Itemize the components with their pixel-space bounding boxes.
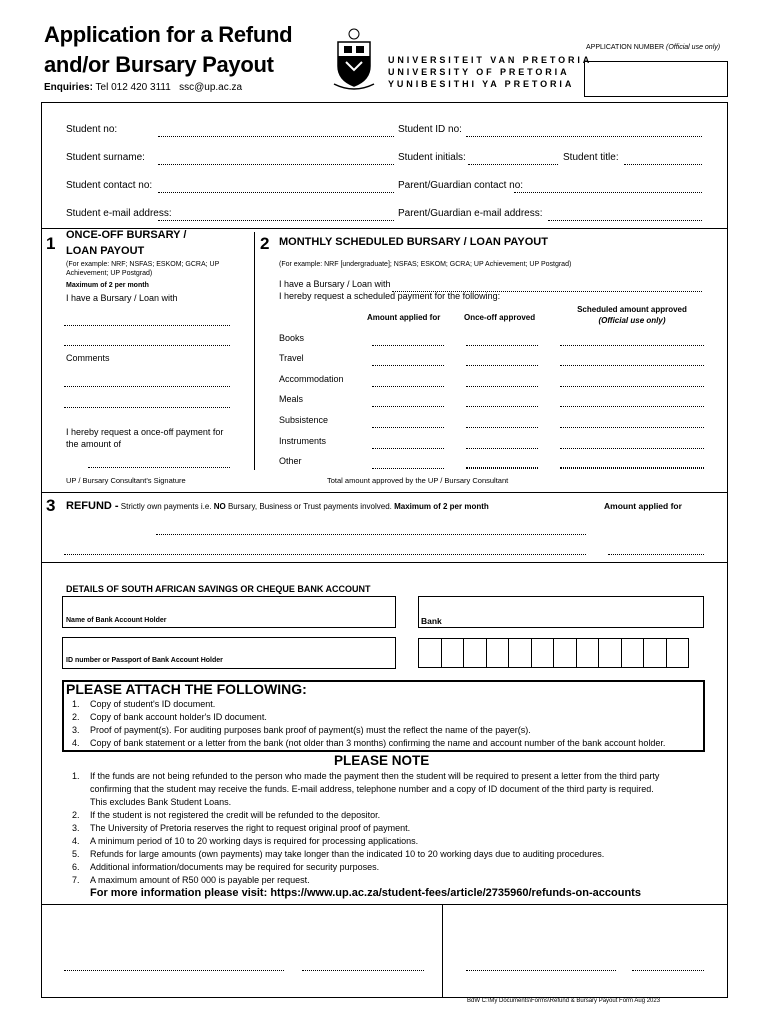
student-surname-field[interactable]: [158, 164, 394, 165]
divider: [41, 492, 728, 493]
university-crest-logo: [332, 26, 376, 92]
section2-have-label: I have a Bursary / Loan with: [279, 279, 391, 289]
note-list: [66, 770, 659, 887]
note-item: 6. Additional information/documents may be required for security purposes.: [72, 862, 380, 872]
section2-row-field-1[interactable]: [372, 345, 444, 346]
section2-row-field-1[interactable]: [372, 365, 444, 366]
note-item: confirming that the student may receive the funds. E-mail address, telephone number and a copy of ID document of the third party is required.: [90, 784, 654, 794]
section3-heading: REFUND - Strictly own payments i.e. NO Bursary, Business or Trust payments involved. Maximum of 2 per month: [66, 500, 489, 512]
note-item: 4. A minimum period of 10 to 20 working days is required for processing applications.: [72, 836, 419, 846]
signature-field-4[interactable]: [632, 970, 704, 971]
section2-row-field-3[interactable]: [560, 386, 704, 387]
signature-field-3[interactable]: [466, 970, 616, 971]
section1-have-label: I have a Bursary / Loan with: [66, 293, 178, 303]
application-number-field[interactable]: [584, 61, 728, 97]
student-initials-field[interactable]: [468, 164, 558, 165]
university-name-afrikaans: UNIVERSITEIT VAN PRETORIA: [388, 55, 593, 65]
bank-id-label: ID number or Passport of Bank Account Holder: [66, 657, 223, 664]
student-title-label: Student title:: [563, 152, 619, 163]
account-number-cells[interactable]: [418, 638, 688, 668]
section2-row-field-3[interactable]: [560, 448, 704, 449]
section1-request-label: I hereby request a once-off payment for the amount of: [66, 427, 224, 449]
section2-col-scheduled: Scheduled amount approved (Official use only): [577, 305, 687, 325]
section2-row-label: Books: [279, 333, 305, 343]
section2-row-field-1[interactable]: [372, 406, 444, 407]
section3-number: 3: [46, 496, 56, 515]
section2-total-field-1[interactable]: [466, 467, 538, 468]
section2-total-field-2[interactable]: [560, 467, 704, 468]
enquiries-label: Enquiries:: [44, 82, 93, 93]
section2-row-field-2[interactable]: [466, 448, 538, 449]
section2-col-once: Once-off approved: [464, 313, 536, 322]
section1-number: 1: [46, 234, 56, 253]
bank-id-field[interactable]: [62, 637, 396, 669]
section2-title: MONTHLY SCHEDULED BURSARY / LOAN PAYOUT: [279, 236, 548, 248]
student-email-label: Student e-mail address:: [66, 208, 172, 219]
student-id-field[interactable]: [466, 136, 702, 137]
section2-row-field-2[interactable]: [466, 386, 538, 387]
footer-divider: [442, 904, 443, 998]
section-divider: [254, 232, 255, 470]
attach-heading: PLEASE ATTACH THE FOLLOWING:: [66, 681, 307, 697]
application-number-label: APPLICATION NUMBER (Official use only): [586, 44, 721, 51]
section1-amount-field[interactable]: [88, 467, 230, 468]
section1-title-line1: ONCE-OFF BURSARY /: [66, 229, 187, 241]
student-surname-label: Student surname:: [66, 152, 145, 163]
attach-item: 3. Proof of payment(s). For auditing purposes bank proof of payment(s) must the reflect the name of the payer(s).: [72, 725, 531, 735]
note-item: 7. A maximum amount of R50 000 is payable per request.: [72, 875, 310, 885]
enquiries-contact: Tel 012 420 3111 ssc@up.ac.za: [95, 82, 243, 93]
section1-comments-field-1[interactable]: [64, 386, 230, 387]
footer-reference: BdW C:\My Documents\Forms\Refund & Bursary Payout Form Aug 2023: [467, 998, 661, 1004]
parent-email-label: Parent/Guardian e-mail address:: [398, 208, 543, 219]
note-item: 2. If the student is not registered the credit will be refunded to the depositor.: [72, 810, 381, 820]
bank-holder-label: Name of Bank Account Holder: [66, 617, 167, 624]
section2-row-field-2[interactable]: [466, 365, 538, 366]
attach-item: 1. Copy of student's ID document.: [72, 699, 216, 709]
student-no-field[interactable]: [158, 136, 394, 137]
section2-row-label: Instruments: [279, 436, 327, 446]
note-item: This excludes Bank Student Loans.: [90, 797, 232, 807]
section2-row-field-3[interactable]: [560, 468, 704, 469]
section2-row-field-3[interactable]: [560, 406, 704, 407]
section2-example: (For example: NRF [undergraduate]; NSFAS; ESKOM; GCRA; UP Achievement; UP Postgrad): [279, 261, 572, 268]
student-contact-field[interactable]: [158, 192, 394, 193]
signature-field-1[interactable]: [64, 970, 284, 971]
section3-field-1[interactable]: [156, 534, 586, 535]
section1-max: Maximum of 2 per month: [66, 282, 149, 289]
section2-row-label: Meals: [279, 394, 304, 404]
university-name-english: UNIVERSITY OF PRETORIA: [388, 67, 570, 77]
student-email-field[interactable]: [158, 220, 394, 221]
more-info: For more information please visit: https://www.up.ac.za/student-fees/article/2735960/refunds-on-accounts: [90, 887, 641, 899]
note-heading: PLEASE NOTE: [334, 753, 430, 768]
more-info-link[interactable]: https://www.up.ac.za/student-fees/article/2735960/refunds-on-accounts: [270, 887, 641, 899]
bank-name-label: Bank: [421, 616, 442, 626]
section1-comments-field-2[interactable]: [64, 407, 230, 408]
section2-request-label: I hereby request a scheduled payment for the following:: [279, 291, 501, 301]
parent-contact-label: Parent/Guardian contact no:: [398, 180, 524, 191]
student-no-label: Student no:: [66, 124, 118, 135]
student-title-field[interactable]: [624, 164, 702, 165]
section3-amount-field[interactable]: [608, 554, 704, 555]
section1-example: (For example: NRF; NSFAS; ESKOM; GCRA; UP Achievement; UP Postgrad): [66, 261, 220, 277]
section2-row-label: Accommodation: [279, 374, 344, 384]
attach-list: [66, 698, 665, 750]
enquiries: [44, 82, 242, 93]
section3-field-2[interactable]: [64, 554, 586, 555]
section2-row-field-2[interactable]: [466, 406, 538, 407]
bank-name-field[interactable]: [418, 596, 704, 628]
section2-col-applied: Amount applied for: [367, 313, 441, 322]
section2-number: 2: [260, 234, 270, 253]
section2-row-field-2[interactable]: [466, 468, 538, 469]
section2-row-field-3[interactable]: [560, 365, 704, 366]
section2-row-label: Travel: [279, 353, 304, 363]
note-item: 5. Refunds for large amounts (own payments) may take longer than the indicated 10 to 20 working days due to auditing procedures.: [72, 849, 605, 859]
section1-have-field-1[interactable]: [64, 325, 230, 326]
section2-row-field-2[interactable]: [466, 345, 538, 346]
section2-row-field-1[interactable]: [372, 386, 444, 387]
section2-row-label: Other: [279, 456, 302, 466]
divider: [41, 904, 728, 905]
section1-title-line2: LOAN PAYOUT: [66, 245, 145, 257]
section2-row-field-2[interactable]: [466, 427, 538, 428]
section2-row-field-3[interactable]: [560, 427, 704, 428]
attach-item: 2. Copy of bank account holder's ID document.: [72, 712, 267, 722]
signature-field-2[interactable]: [302, 970, 424, 971]
section2-total-label: Total amount approved by the UP / Bursary Consultant: [327, 476, 509, 485]
section3-applied-label: Amount applied for: [604, 501, 682, 511]
section2-row-field-1[interactable]: [372, 468, 444, 469]
note-item: 1. If the funds are not being refunded to the person who made the payment then the student will be required to present a letter from the third party: [72, 771, 660, 781]
parent-contact-field[interactable]: [514, 192, 702, 193]
university-name-sepedi: YUNIBESITHI YA PRETORIA: [388, 79, 575, 89]
section1-have-field-2[interactable]: [64, 345, 230, 346]
section2-row-label: Subsistence: [279, 415, 329, 425]
student-id-label: Student ID no:: [398, 124, 462, 135]
page-title-line2: and/or Bursary Payout: [44, 52, 274, 77]
divider: [41, 562, 728, 563]
student-contact-label: Student contact no:: [66, 180, 153, 191]
section2-row-field-3[interactable]: [560, 345, 704, 346]
note-item: 3. The University of Pretoria reserves the right to request original proof of payment.: [72, 823, 411, 833]
student-initials-label: Student initials:: [398, 152, 466, 163]
section2-row-field-1[interactable]: [372, 448, 444, 449]
bank-heading: DETAILS OF SOUTH AFRICAN SAVINGS OR CHEQUE BANK ACCOUNT: [66, 584, 371, 594]
section1-signature-label: UP / Bursary Consultant's Signature: [66, 476, 186, 485]
section1-comments-label: Comments: [66, 353, 110, 363]
attach-item: 4. Copy of bank statement or a letter from the bank (not older than 3 months) confirming the name and account number of the bank account holder.: [72, 738, 666, 748]
page-title-line1: Application for a Refund: [44, 22, 293, 47]
section2-row-field-1[interactable]: [372, 427, 444, 428]
parent-email-field[interactable]: [548, 220, 702, 221]
